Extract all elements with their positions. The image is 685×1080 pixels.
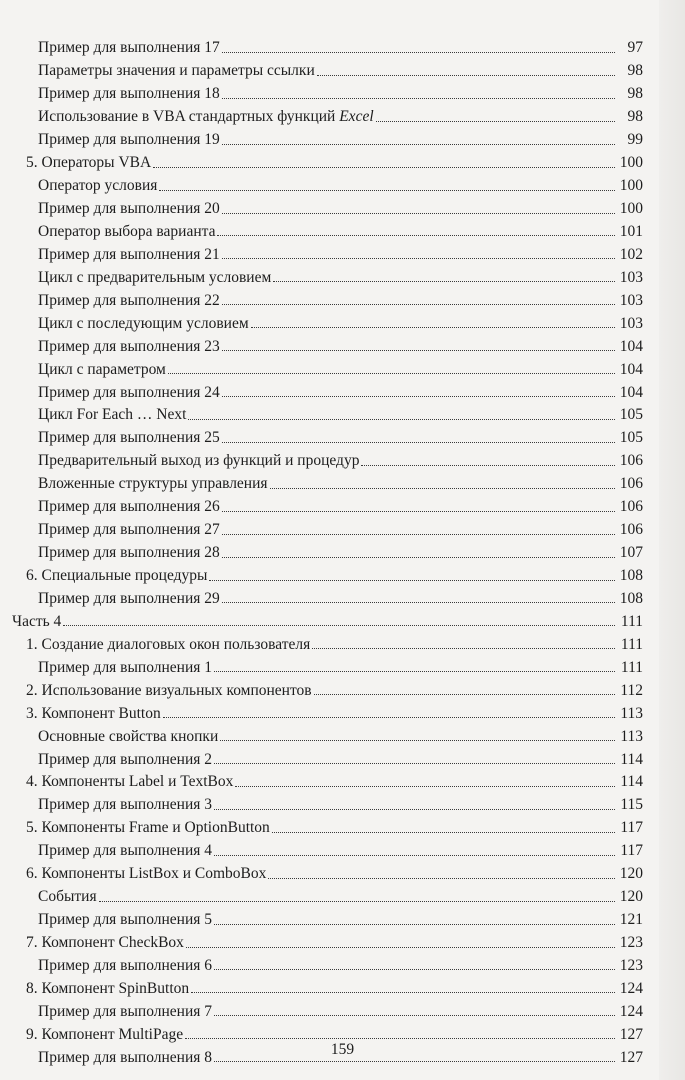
toc-entry-page: 112: [620, 681, 643, 699]
page-edge: [659, 0, 685, 1080]
toc-entry: [12, 308, 643, 331]
toc-entry-title: Цикл с параметром: [38, 360, 166, 378]
toc-entry-title: Пример для выполнения 19: [38, 131, 220, 149]
dot-leader: [214, 924, 615, 925]
toc-entry: [12, 584, 643, 607]
dot-leader: [222, 144, 615, 145]
dot-leader: [163, 717, 615, 718]
toc-entry-title: Цикл с предварительным условием: [38, 268, 272, 286]
toc-entry-page: 114: [620, 773, 643, 791]
toc-entry: [12, 354, 643, 377]
dot-leader: [168, 373, 615, 374]
toc-entry: [12, 492, 643, 515]
toc-entry: [12, 446, 643, 469]
dot-leader: [222, 52, 615, 53]
toc-entry-title: Пример для выполнения 5: [38, 911, 213, 929]
dot-leader: [214, 1015, 615, 1016]
dot-leader: [222, 442, 615, 443]
toc-entry-page: 127: [619, 1025, 643, 1043]
dot-leader: [222, 602, 615, 603]
toc-entry-page: 113: [620, 704, 643, 722]
toc-entry: [12, 882, 643, 905]
toc-entry-title: 2. Использование визуальных компонентов: [26, 681, 312, 699]
dot-leader: [214, 809, 615, 810]
toc-entry-title: Вложенные структуры управления: [38, 475, 268, 493]
dot-leader: [214, 763, 615, 764]
toc-entry-page: 100: [619, 154, 643, 172]
dot-leader: [222, 396, 615, 397]
toc-entry-page: 98: [627, 108, 643, 126]
toc-entry: [12, 951, 643, 974]
toc-entry-title: Параметры значения и параметры ссылки: [38, 62, 315, 80]
toc-entry: [12, 79, 643, 102]
dot-leader: [272, 832, 615, 833]
toc-entry-page: 100: [619, 177, 643, 195]
toc-entry: [12, 698, 643, 721]
dot-leader: [222, 557, 615, 558]
toc-entry-page: 124: [619, 979, 643, 997]
toc-entry-title: 6. Специальные процедуры: [26, 567, 208, 584]
toc-entry: [12, 102, 643, 125]
toc-entry: [12, 400, 643, 423]
dot-leader: [159, 190, 615, 191]
toc-entry: [12, 331, 643, 354]
dot-leader: [214, 969, 615, 970]
toc-entry-page: 127: [619, 1048, 643, 1066]
dot-leader: [361, 465, 615, 466]
toc-entry-page: 103: [619, 314, 643, 332]
toc-entry-title: Основные свойства кнопки: [38, 727, 219, 745]
toc-entry-page: 99: [627, 131, 643, 149]
toc-entry-title: Часть 4: [12, 612, 62, 630]
toc-entry-page: 123: [619, 934, 643, 951]
toc-entry: [12, 790, 643, 813]
toc-entry-title: Пример для выполнения 29: [38, 589, 220, 607]
toc-entry: [12, 469, 643, 492]
toc-entry: [12, 33, 643, 56]
toc-entry-page: 103: [619, 291, 643, 309]
toc-entry: [12, 813, 643, 836]
toc-entry-title: 5. Операторы VBA: [26, 154, 152, 172]
toc-entry-page: 117: [620, 819, 643, 837]
toc-entry-title: Пример для выполнения 28: [38, 544, 220, 562]
toc-entry-page: 111: [620, 612, 643, 630]
toc-entry-title: Использование в VBA стандартных функций Excel: [38, 108, 374, 126]
toc-entry-title-emphasis: Excel: [339, 108, 374, 126]
dot-leader: [273, 281, 615, 282]
toc-entry-title: Оператор выбора варианта: [38, 222, 216, 240]
toc-entry-title: Цикл For Each … Next: [38, 406, 187, 424]
toc-entry-title: 3. Компонент Button: [26, 704, 161, 722]
dot-leader: [214, 855, 615, 856]
toc-entry-title: 9. Компонент MultiPage: [26, 1025, 184, 1043]
toc-entry-title: 7. Компонент CheckBox: [26, 934, 184, 951]
dot-leader: [314, 694, 615, 695]
toc-entry: [12, 721, 643, 744]
toc-entry: [12, 675, 643, 698]
dot-leader: [222, 304, 615, 305]
toc-entry-title: Пример для выполнения 3: [38, 796, 213, 814]
toc-entry-page: 106: [619, 475, 643, 493]
toc-entry-page: 98: [627, 62, 643, 80]
toc-entry-title: Пример для выполнения 2: [38, 750, 213, 768]
toc-entry: [12, 859, 643, 882]
toc-entry-title: Пример для выполнения 18: [38, 85, 220, 103]
toc-entry-title: 8. Компонент SpinButton: [26, 979, 190, 997]
toc-entry: [12, 125, 643, 148]
toc-entry-title: События: [38, 888, 97, 906]
toc-entry-page: 124: [619, 1002, 643, 1020]
dot-leader: [268, 878, 615, 879]
dot-leader: [222, 534, 615, 535]
toc-entry: [12, 561, 643, 584]
toc-entry-title: Пример для выполнения 8: [38, 1048, 213, 1066]
dot-leader: [99, 901, 615, 902]
toc-entry-page: 108: [619, 589, 643, 607]
dot-leader: [222, 350, 615, 351]
toc-entry: [12, 285, 643, 308]
toc-entry-page: 97: [627, 39, 643, 57]
dot-leader: [188, 419, 615, 420]
toc-entry: [12, 217, 643, 240]
toc-entry-title: Пример для выполнения 22: [38, 291, 220, 309]
toc-entry-page: 115: [620, 796, 643, 814]
toc-entry-page: 104: [619, 337, 643, 355]
dot-leader: [63, 625, 615, 626]
table-of-contents: [12, 33, 643, 1065]
toc-entry-page: 117: [620, 842, 643, 860]
toc-entry: [12, 377, 643, 400]
dot-leader: [222, 511, 615, 512]
toc-entry: [12, 171, 643, 194]
dot-leader: [222, 98, 615, 99]
toc-entry-page: 106: [619, 498, 643, 516]
toc-entry-title: Пример для выполнения 17: [38, 39, 220, 57]
toc-entry-title: Пример для выполнения 26: [38, 498, 220, 516]
toc-entry: [12, 767, 643, 790]
toc-entry-page: 114: [620, 750, 643, 768]
toc-entry: [12, 423, 643, 446]
toc-entry: [12, 744, 643, 767]
toc-entry: [12, 905, 643, 928]
dot-leader: [209, 580, 615, 581]
toc-entry: [12, 239, 643, 262]
toc-entry-page: 100: [619, 200, 643, 217]
toc-entry-page: 106: [619, 521, 643, 539]
toc-entry-page: 103: [619, 268, 643, 286]
toc-entry-title: 1. Создание диалоговых окон пользователя: [26, 635, 311, 653]
toc-entry-title: 6. Компоненты ListBox и ComboBox: [26, 865, 267, 883]
dot-leader: [317, 75, 615, 76]
toc-entry-title: Пример для выполнения 7: [38, 1002, 213, 1020]
toc-entry-title: 4. Компоненты Label и TextBox: [26, 773, 234, 791]
dot-leader: [220, 740, 615, 741]
toc-entry-title: Пример для выполнения 23: [38, 337, 220, 355]
dot-leader: [270, 488, 615, 489]
dot-leader: [214, 1061, 615, 1062]
toc-entry-title: Цикл с последующим условием: [38, 314, 249, 332]
toc-entry: [12, 538, 643, 561]
toc-entry-title: Пример для выполнения 27: [38, 521, 220, 539]
toc-entry-title: Пример для выполнения 1: [38, 658, 213, 676]
toc-entry: [12, 515, 643, 538]
dot-leader: [153, 167, 615, 168]
toc-entry-page: 106: [619, 452, 643, 470]
toc-entry: [12, 606, 643, 629]
toc-entry: [12, 148, 643, 171]
toc-entry: [12, 836, 643, 859]
toc-entry-title: Пример для выполнения 21: [38, 245, 220, 263]
toc-entry: [12, 629, 643, 652]
toc-entry-page: 108: [619, 567, 643, 584]
toc-entry-page: 104: [619, 360, 643, 378]
dot-leader: [222, 213, 615, 214]
toc-entry: [12, 262, 643, 285]
toc-entry: [12, 652, 643, 675]
toc-entry-page: 105: [619, 429, 643, 447]
toc-entry-title: Пример для выполнения 4: [38, 842, 213, 860]
toc-entry: [12, 996, 643, 1019]
toc-entry: [12, 1019, 643, 1042]
toc-entry-page: 98: [627, 85, 643, 103]
toc-entry-title: Пример для выполнения 25: [38, 429, 220, 447]
toc-entry-title: Оператор условия: [38, 177, 158, 195]
dot-leader: [186, 947, 615, 948]
toc-entry: [12, 194, 643, 217]
toc-entry: [12, 973, 643, 996]
toc-entry-page: 113: [620, 727, 643, 745]
dot-leader: [185, 1038, 615, 1039]
dot-leader: [251, 327, 615, 328]
toc-entry: [12, 928, 643, 951]
toc-entry-page: 120: [619, 888, 643, 906]
dot-leader: [376, 121, 615, 122]
dot-leader: [191, 992, 615, 993]
toc-entry-page: 107: [619, 544, 643, 562]
dot-leader: [312, 648, 615, 649]
toc-entry-page: 120: [619, 865, 643, 883]
toc-entry-page: 111: [620, 658, 643, 676]
toc-entry: [12, 56, 643, 79]
toc-entry-title: Пример для выполнения 6: [38, 956, 213, 974]
toc-entry-title: 5. Компоненты Frame и OptionButton: [26, 819, 270, 837]
dot-leader: [217, 235, 615, 236]
toc-entry-page: 105: [619, 406, 643, 424]
toc-entry-page: 111: [620, 635, 643, 653]
toc-entry-page: 123: [619, 956, 643, 974]
page-number: 159: [330, 1041, 355, 1058]
toc-entry-page: 101: [619, 222, 643, 240]
toc-entry-title: Предварительный выход из функций и процедур: [38, 452, 360, 470]
toc-entry-page: 121: [619, 911, 643, 929]
toc-entry-title: Пример для выполнения 20: [38, 200, 220, 217]
toc-entry-title: Пример для выполнения 24: [38, 383, 220, 401]
dot-leader: [235, 786, 615, 787]
toc-entry-page: 104: [619, 383, 643, 401]
dot-leader: [222, 258, 615, 259]
dot-leader: [214, 671, 615, 672]
toc-entry-page: 102: [619, 245, 643, 263]
